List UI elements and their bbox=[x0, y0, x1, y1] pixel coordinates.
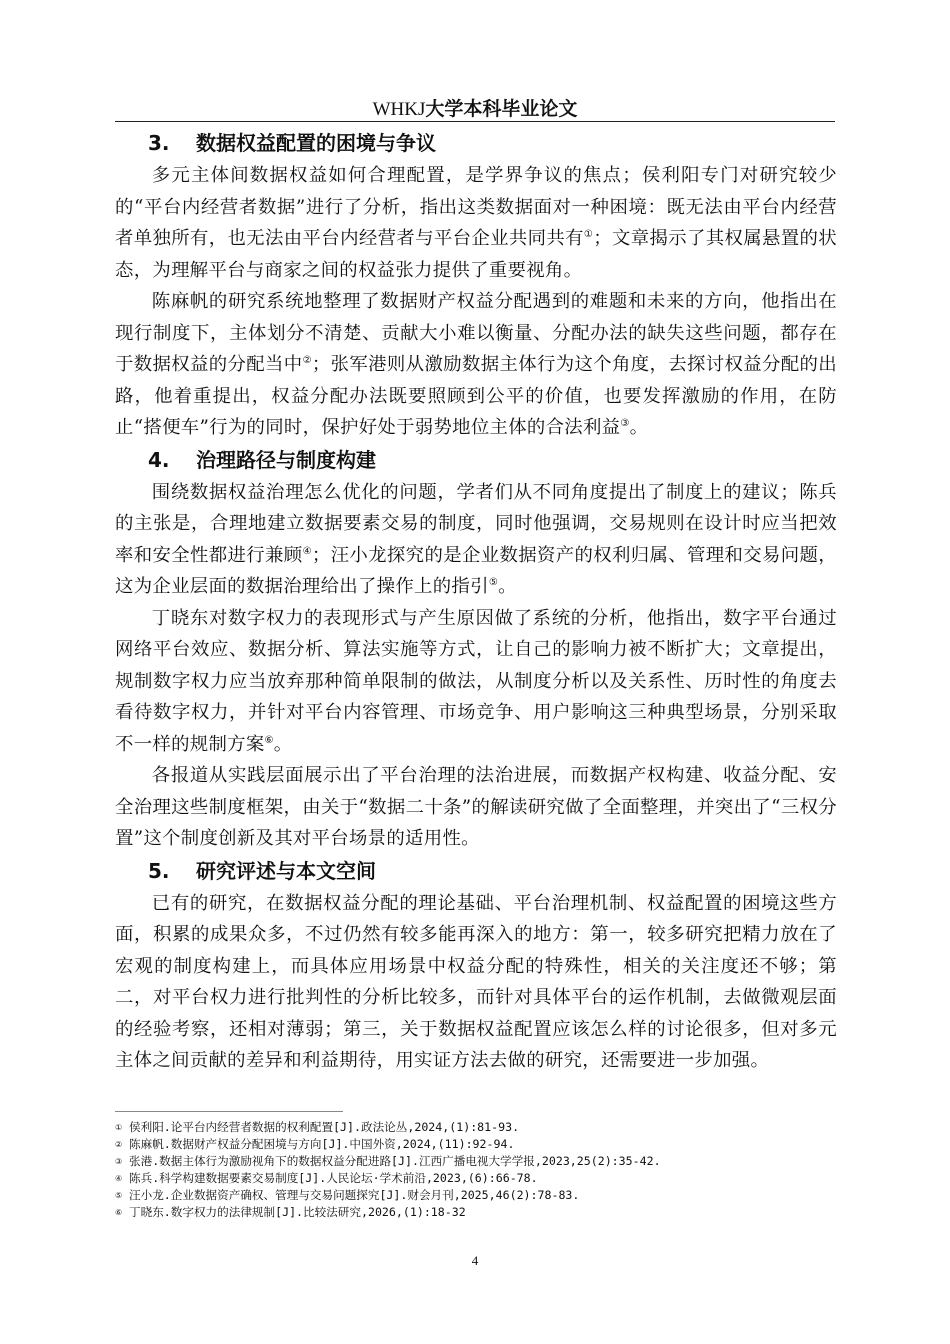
section-title: 治理路径与制度构建 bbox=[196, 447, 376, 472]
paragraph-text: 陈麻帆的研究系统地整理了数据财产权益分配遇到的难题和未来的方向，他指出在现行制度下，主体划分不清楚、贡献大小难以衡量、分配办法的缺失这些问题，都存在于数据权益的分配当中 bbox=[115, 291, 837, 375]
section-heading bbox=[115, 444, 837, 477]
body-paragraph bbox=[115, 160, 837, 286]
footnote-text: 陈麻帆.数据财产权益分配困境与方向[J].中国外资,2024,(11):92-94. bbox=[129, 1137, 515, 1151]
section-heading bbox=[115, 127, 837, 160]
footnote-item bbox=[115, 1119, 837, 1136]
paragraph-text: 多元主体间数据权益如何合理配置，是学界争议的焦点；侯利阳专门对研究较少的“平台内经营者数据”进行了分析，指出这类数据面对一种困境：既无法由平台内经营者单独所有，也无法由平台内经营者与平台企业共同共有 bbox=[115, 165, 837, 249]
footnote-text: 侯利阳.论平台内经营者数据的权利配置[J].政法论丛,2024,(1):81-93. bbox=[129, 1120, 520, 1134]
footnote-reference[interactable]: ② bbox=[302, 354, 312, 366]
paragraph-text: ；文章揭示了其权属悬置的状态，为理解平台与商家之间的权益张力提供了重要视角。 bbox=[115, 228, 837, 281]
paragraph-text: 丁晓东对数字权力的表现形式与产生原因做了系统的分析，他指出，数字平台通过网络平台效应、数据分析、算法实施等方式，让自己的影响力被不断扩大；文章提出，规制数字权力应当放弃那种简单限制的做法，从制度分析以及关系性、历时性的角度去看待数字权力，并针对平台内容管理、市场竞争、用户影响这三种典型场景，分别采取不一样的规制方案 bbox=[115, 607, 837, 755]
footnote-item bbox=[115, 1170, 837, 1187]
footnote-reference[interactable]: ① bbox=[583, 228, 594, 240]
footnote-text: 丁晓东.数字权力的法律规制[J].比较法研究,2026,(1):18-32 bbox=[129, 1205, 466, 1219]
footnote-marker: ① bbox=[115, 1123, 123, 1132]
footnote-marker: ⑤ bbox=[115, 1191, 123, 1200]
footnote-marker: ③ bbox=[115, 1157, 123, 1166]
header-title: 大学本科毕业论文 bbox=[425, 98, 578, 120]
body-paragraph bbox=[115, 603, 837, 761]
footnote-text: 陈兵.科学构建数据要素交易制度[J].人民论坛·学术前沿,2023,(6):66-78. bbox=[129, 1171, 538, 1185]
paragraph-text: 已有的研究，在数据权益分配的理论基础、平台治理机制、权益配置的困境这些方面，积累的成果众多，不过仍然有较多能再深入的地方：第一，较多研究把精力放在了宏观的制度构建上，而具体应用场景中权益分配的特殊性，相关的关注度还不够；第二，对平台权力进行批判性的分析比较多，而针对具体平台的运作机制，去做微观层面的经验考察，还相对薄弱；第三，关于数据权益配置应该怎么样的讨论很多，但对多元主体之间贡献的差异和利益期待，用实证方法去做的研究，还需要进一步加强。 bbox=[115, 892, 837, 1071]
footnote-reference[interactable]: ③ bbox=[620, 417, 630, 429]
footnote-text: 张港.数据主体行为激励视角下的数据权益分配进路[J].江西广播电视大学学报,2023,25(2):35-42. bbox=[129, 1154, 661, 1168]
footnote-separator bbox=[115, 1111, 343, 1112]
paragraph-text: 。 bbox=[629, 417, 649, 438]
footnote-marker: ④ bbox=[115, 1174, 123, 1183]
section-number: 4. bbox=[148, 447, 170, 472]
footnote-marker: ⑥ bbox=[115, 1208, 123, 1217]
body-paragraph bbox=[115, 286, 837, 444]
footnote-item bbox=[115, 1153, 837, 1170]
section-title: 数据权益配置的困境与争议 bbox=[196, 131, 436, 155]
section-number: 3. bbox=[148, 131, 170, 155]
body-paragraph bbox=[115, 888, 837, 1077]
paragraph-text: 各报道从实践层面展示出了平台治理的法治进展，而数据产权构建、收益分配、安全治理这些制度框架，由关于“数据二十条”的解读研究做了全面整理，并突出了“三权分置”这个制度创新及其对平台场景的适用性。 bbox=[115, 765, 837, 849]
header-rule bbox=[115, 121, 835, 122]
paragraph-text: ；张军港则从激励数据主体行为这个角度，去探讨权益分配的出路，他着重提出，权益分配办法既要照顾到公平的价值，也要发挥激励的作用，在防止“搭便车”行为的同时，保护好处于弱势地位主体的合法利益 bbox=[115, 354, 837, 438]
paragraph-text: 围绕数据权益治理怎么优化的问题，学者们从不同角度提出了制度上的建议；陈兵的主张是，合理地建立数据要素交易的制度，同时他强调，交易规则在设计时应当把效率和安全性都进行兼顾 bbox=[115, 481, 837, 566]
document-body bbox=[115, 127, 837, 1077]
paragraph-text: ；汪小龙探究的是企业数据资产的权利归属、管理和交易问题，这为企业层面的数据治理给出了操作上的指引 bbox=[115, 544, 837, 597]
running-header bbox=[0, 96, 950, 123]
footnote-item bbox=[115, 1136, 837, 1153]
section-number: 5. bbox=[148, 858, 170, 883]
header-code: WHKJ bbox=[372, 99, 426, 120]
body-paragraph bbox=[115, 760, 837, 855]
footnotes bbox=[115, 1119, 837, 1221]
footnote-reference[interactable]: ④ bbox=[302, 545, 312, 557]
footnote-text: 汪小龙.企业数据资产确权、管理与交易问题探究[J].财会月刊,2025,46(2):78-83. bbox=[129, 1188, 580, 1202]
footnote-reference[interactable]: ⑥ bbox=[264, 734, 274, 746]
body-paragraph bbox=[115, 477, 837, 603]
footnote-item bbox=[115, 1204, 837, 1221]
section-heading bbox=[115, 855, 837, 888]
footnote-item bbox=[115, 1187, 837, 1204]
page-number: 4 bbox=[471, 1253, 479, 1268]
footnote-marker: ② bbox=[115, 1140, 123, 1149]
paragraph-text: 。 bbox=[273, 733, 293, 755]
footnote-reference[interactable]: ⑤ bbox=[488, 576, 499, 588]
section-title: 研究评述与本文空间 bbox=[196, 858, 376, 883]
paragraph-text: 。 bbox=[498, 576, 517, 597]
